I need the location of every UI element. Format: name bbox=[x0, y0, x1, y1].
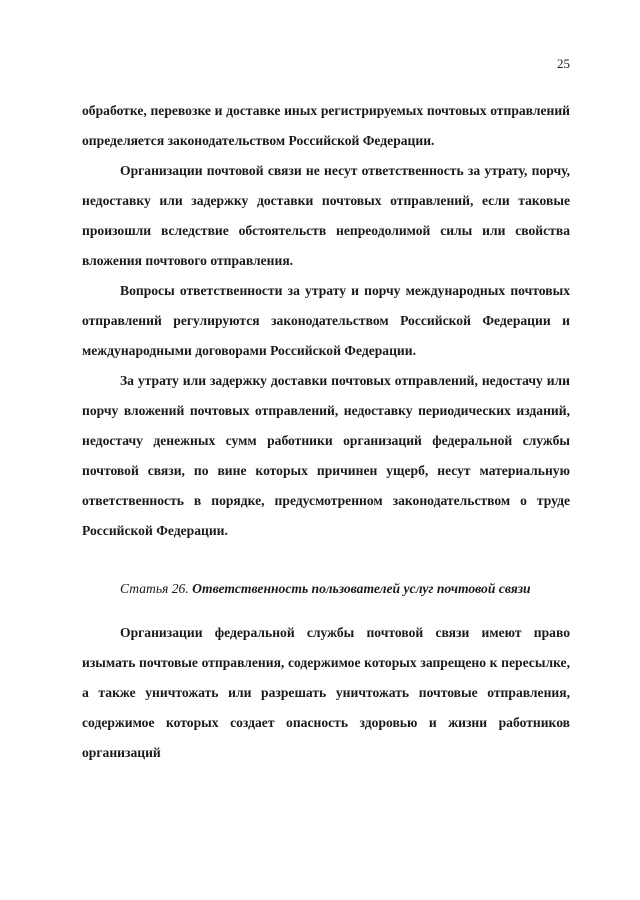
document-body bbox=[82, 96, 570, 768]
page-number: 25 bbox=[557, 56, 570, 71]
paragraph-international: Вопросы ответственности за утрату и порчу международных почтовых отправлений регулируются законодательством Российской Федерации и международными договорами Российской Федерации. bbox=[82, 283, 570, 358]
section-title: Ответственность пользователей услуг почтовой связи bbox=[192, 581, 531, 596]
paragraph-employee-liability: За утрату или задержку доставки почтовых отправлений, недостачу или порчу вложений почтовых отправлений, недоставку периодических изданий, недостачу денежных сумм работники организаций федеральной службы почтовой связи, по вине которых причинен ущерб, несут материальную ответственность в порядке, предусмотренном законодательством о труде Российской Федерации. bbox=[82, 373, 570, 538]
paragraph-force-majeure: Организации почтовой связи не несут ответственность за утрату, порчу, недоставку или задержку доставки почтовых отправлений, если таковые произошли вследствие обстоятельств непреодолимой силы или свойства вложения почтового отправления. bbox=[82, 163, 570, 268]
paragraph-withdrawal-rights: Организации федеральной службы почтовой связи имеют право изымать почтовые отправления, содержимое которых запрещено к пересылке, а также уничтожать или разрешать уничтожать почтовые отправления, содержимое которых создает опасность здоровью и жизни работников организаций bbox=[82, 625, 570, 760]
section-number: Статья 26. bbox=[120, 581, 189, 596]
paragraph-continuation: обработке, перевозке и доставке иных регистрируемых почтовых отправлений определяется законодательством Российской Федерации. bbox=[82, 103, 570, 148]
section-heading bbox=[82, 574, 570, 604]
